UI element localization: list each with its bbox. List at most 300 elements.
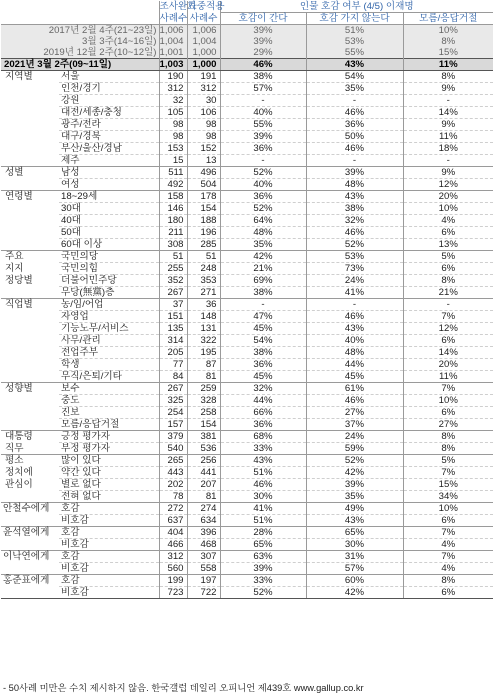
pct-dislike: 41% xyxy=(306,287,403,299)
pct-dislike: 50% xyxy=(306,131,403,143)
subgroup-label: 비호감 xyxy=(59,587,159,599)
weighted-count: 248 xyxy=(187,263,220,275)
group-label: 관심이 xyxy=(5,479,33,490)
history-row xyxy=(1,47,493,59)
weighted-count: 1,000 xyxy=(187,47,220,59)
table-row xyxy=(1,551,493,563)
weighted-count: 106 xyxy=(187,107,220,119)
weighted-count: 1,006 xyxy=(187,25,220,37)
group-label xyxy=(1,311,59,323)
pct-dislike: 46% xyxy=(306,395,403,407)
subgroup-label: 긍정 평가자 xyxy=(59,431,159,443)
weighted-count: 1,004 xyxy=(187,36,220,47)
pct-like: 45% xyxy=(220,371,306,383)
subgroup-label: 진보 xyxy=(59,407,159,419)
pct-dk: 7% xyxy=(403,467,493,479)
col-cases2-header: 사례수 xyxy=(187,13,220,25)
sample-count: 492 xyxy=(159,179,187,191)
weighted-count: 381 xyxy=(187,431,220,443)
sample-count: 153 xyxy=(159,143,187,155)
table-row xyxy=(1,539,493,551)
pct-dk: 7% xyxy=(403,311,493,323)
table-row xyxy=(1,587,493,599)
pct-dislike: 35% xyxy=(306,491,403,503)
pct-like: 41% xyxy=(220,503,306,515)
weighted-count: 353 xyxy=(187,275,220,287)
pct-dislike: 51% xyxy=(306,25,403,37)
sample-count: 723 xyxy=(159,587,187,599)
pct-like: 63% xyxy=(220,551,306,563)
weighted-count: 468 xyxy=(187,539,220,551)
pct-dislike: 24% xyxy=(306,275,403,287)
pct-dislike: 40% xyxy=(306,335,403,347)
pct-like: 38% xyxy=(220,287,306,299)
pct-like: 64% xyxy=(220,215,306,227)
pct-dislike: 32% xyxy=(306,215,403,227)
group-label: 정치에 xyxy=(5,467,33,478)
weighted-count: 148 xyxy=(187,311,220,323)
group-label xyxy=(1,239,59,251)
pct-like: 65% xyxy=(220,539,306,551)
group-label: 성향별 xyxy=(1,383,59,395)
table-row xyxy=(1,527,493,539)
pct-dk: - xyxy=(403,95,493,107)
pct-dislike: 46% xyxy=(306,143,403,155)
opt-dislike-header: 호감 가지 않는다 xyxy=(306,13,403,25)
subgroup-label: 약간 있다 xyxy=(59,467,159,479)
pct-like: 69% xyxy=(220,275,306,287)
group-label xyxy=(1,143,59,155)
group-label xyxy=(1,83,59,95)
pct-like: 39% xyxy=(220,36,306,47)
pct-like: 66% xyxy=(220,407,306,419)
sample-count: 78 xyxy=(159,491,187,503)
pct-dk: 11% xyxy=(403,131,493,143)
sample-count: 1,004 xyxy=(159,36,187,47)
sample-count: 51 xyxy=(159,251,187,263)
sample-count: 157 xyxy=(159,419,187,431)
pct-dk: 6% xyxy=(403,515,493,527)
weighted-count: 207 xyxy=(187,479,220,491)
group-label: 정당별 xyxy=(5,275,33,286)
weighted-count: 154 xyxy=(187,419,220,431)
total-label: 2021년 3월 2주(09~11일) xyxy=(1,59,159,71)
group-label xyxy=(1,131,59,143)
pct-dk: 4% xyxy=(403,563,493,575)
pct-dk: 34% xyxy=(403,491,493,503)
table-row xyxy=(1,239,493,251)
pct-dislike: 37% xyxy=(306,419,403,431)
table-row xyxy=(1,563,493,575)
subgroup-label: 비호감 xyxy=(59,539,159,551)
group-label xyxy=(1,95,59,107)
group-label xyxy=(1,563,59,575)
subgroup-label: 제주 xyxy=(59,155,159,167)
sample-count: 312 xyxy=(159,83,187,95)
pct-dk: 14% xyxy=(403,107,493,119)
weighted-count: 178 xyxy=(187,191,220,203)
pct-dislike: 44% xyxy=(306,359,403,371)
pct-dk: 4% xyxy=(403,539,493,551)
table-row xyxy=(1,263,493,275)
pct-like: 33% xyxy=(220,443,306,455)
table-row xyxy=(1,575,493,587)
group-label xyxy=(1,323,59,335)
table-row xyxy=(1,347,493,359)
group-label: 주요 xyxy=(1,251,59,263)
group-label xyxy=(1,287,59,299)
sample-count: 637 xyxy=(159,515,187,527)
pct-dk: 10% xyxy=(403,503,493,515)
table-row xyxy=(1,383,493,395)
sample-count: 443 xyxy=(159,467,187,479)
weighted-count: 258 xyxy=(187,407,220,419)
sample-count: 540 xyxy=(159,443,187,455)
table-row xyxy=(1,83,493,95)
sample-count: 255 xyxy=(159,263,187,275)
pct-dislike: - xyxy=(306,95,403,107)
history-label: 3월 3주(14~16일) xyxy=(1,36,159,47)
weighted-count: 197 xyxy=(187,575,220,587)
col-weighted-header: 가중적용 xyxy=(187,1,225,13)
table-row xyxy=(1,167,493,179)
sample-count: 1,003 xyxy=(159,59,187,71)
subgroup-label: 농/임/어업 xyxy=(59,299,159,311)
pct-dk: 13% xyxy=(403,239,493,251)
pct-like: 44% xyxy=(220,395,306,407)
subgroup-label: 무직/은퇴/기타 xyxy=(59,371,159,383)
sample-count: 190 xyxy=(159,71,187,83)
pct-like: 52% xyxy=(220,203,306,215)
topic-header: 인물 호감 여부 (4/5) 이재명 xyxy=(220,1,493,13)
pct-dislike: 60% xyxy=(306,575,403,587)
sample-count: 202 xyxy=(159,479,187,491)
subgroup-label: 60대 이상 xyxy=(59,239,159,251)
pct-like: - xyxy=(220,299,306,311)
table-row xyxy=(1,275,493,287)
subgroup-label: 전혀 없다 xyxy=(59,491,159,503)
weighted-count: 51 xyxy=(187,251,220,263)
group-label xyxy=(1,155,59,167)
group-label: 직업별 xyxy=(1,299,59,311)
pct-like: 39% xyxy=(220,563,306,575)
weighted-count: 307 xyxy=(187,551,220,563)
pct-like: 57% xyxy=(220,83,306,95)
pct-dislike: - xyxy=(306,299,403,311)
subgroup-label: 부산/울산/경남 xyxy=(59,143,159,155)
sample-count: 135 xyxy=(159,323,187,335)
sample-count: 84 xyxy=(159,371,187,383)
group-label xyxy=(1,347,59,359)
pct-like: 52% xyxy=(220,587,306,599)
subgroup-label: 강원 xyxy=(59,95,159,107)
subgroup-label: 많이 있다 xyxy=(59,455,159,467)
pct-dk: - xyxy=(403,155,493,167)
weighted-count: 81 xyxy=(187,371,220,383)
sample-count: 267 xyxy=(159,383,187,395)
weighted-count: 271 xyxy=(187,287,220,299)
table-row xyxy=(1,431,493,443)
pct-dk: 7% xyxy=(403,551,493,563)
sample-count: 404 xyxy=(159,527,187,539)
weighted-count: 634 xyxy=(187,515,220,527)
pct-dk: 6% xyxy=(403,407,493,419)
pct-dk: 11% xyxy=(403,371,493,383)
pct-like: 38% xyxy=(220,71,306,83)
table-row xyxy=(1,71,493,83)
sample-count: 325 xyxy=(159,395,187,407)
pct-dislike: 39% xyxy=(306,479,403,491)
table-row xyxy=(1,287,493,299)
table-row xyxy=(1,131,493,143)
pct-dislike: 30% xyxy=(306,539,403,551)
table-row xyxy=(1,95,493,107)
weighted-count: 196 xyxy=(187,227,220,239)
group-label xyxy=(1,515,59,527)
sample-count: 254 xyxy=(159,407,187,419)
table-row xyxy=(1,443,493,455)
table-row xyxy=(1,119,493,131)
pct-dk: 5% xyxy=(403,455,493,467)
pct-dk: - xyxy=(403,299,493,311)
sample-count: 308 xyxy=(159,239,187,251)
subgroup-label: 40대 xyxy=(59,215,159,227)
subgroup-label: 전업주부 xyxy=(59,347,159,359)
weighted-count: 312 xyxy=(187,83,220,95)
subgroup-label: 국민의힘 xyxy=(59,263,159,275)
table-row xyxy=(1,407,493,419)
weighted-count: 558 xyxy=(187,563,220,575)
subgroup-label: 호감 xyxy=(59,551,159,563)
weighted-count: 188 xyxy=(187,215,220,227)
sample-count: 267 xyxy=(159,287,187,299)
group-label xyxy=(1,227,59,239)
pct-like: 42% xyxy=(220,251,306,263)
group-label xyxy=(1,335,59,347)
group-label xyxy=(1,215,59,227)
pct-dislike: 49% xyxy=(306,503,403,515)
table-row xyxy=(1,503,493,515)
sample-count: 180 xyxy=(159,215,187,227)
pct-like: 47% xyxy=(220,311,306,323)
pct-like: 39% xyxy=(220,25,306,37)
group-label: 성별 xyxy=(1,167,59,179)
pct-like: 36% xyxy=(220,191,306,203)
group-label xyxy=(1,587,59,599)
subgroup-label: 18~29세 xyxy=(59,191,159,203)
subgroup-label: 30대 xyxy=(59,203,159,215)
pct-dislike: 45% xyxy=(306,371,403,383)
table-row xyxy=(1,371,493,383)
pct-dk: 6% xyxy=(403,335,493,347)
weighted-count: 191 xyxy=(187,71,220,83)
pct-dk: 10% xyxy=(403,395,493,407)
subgroup-label: 더불어민주당 xyxy=(59,275,159,287)
pct-dislike: 43% xyxy=(306,515,403,527)
subgroup-label: 광주/전라 xyxy=(59,119,159,131)
weighted-count: 256 xyxy=(187,455,220,467)
pct-dk: 12% xyxy=(403,323,493,335)
sample-count: 211 xyxy=(159,227,187,239)
pct-like: 40% xyxy=(220,179,306,191)
table-row xyxy=(1,191,493,203)
pct-dk: 12% xyxy=(403,179,493,191)
table-row xyxy=(1,491,493,503)
pct-dk: 27% xyxy=(403,419,493,431)
pct-dislike: 65% xyxy=(306,527,403,539)
table-row xyxy=(1,299,493,311)
weighted-count: 274 xyxy=(187,503,220,515)
pct-dk: 8% xyxy=(403,431,493,443)
sample-count: 312 xyxy=(159,551,187,563)
table-row xyxy=(1,455,493,467)
table-row xyxy=(1,479,493,491)
table-row xyxy=(1,359,493,371)
history-row xyxy=(1,36,493,47)
pct-dislike: 42% xyxy=(306,587,403,599)
pct-dk: 6% xyxy=(403,227,493,239)
sample-count: 314 xyxy=(159,335,187,347)
sample-count: 199 xyxy=(159,575,187,587)
pct-dk: 10% xyxy=(403,25,493,37)
sample-count: 37 xyxy=(159,299,187,311)
pct-dislike: 52% xyxy=(306,239,403,251)
pct-dk: 15% xyxy=(403,47,493,59)
pct-dislike: 39% xyxy=(306,167,403,179)
pct-dk: 21% xyxy=(403,287,493,299)
pct-like: 52% xyxy=(220,167,306,179)
pct-like: 39% xyxy=(220,131,306,143)
weighted-count: 722 xyxy=(187,587,220,599)
subgroup-label: 무당(無黨)층 xyxy=(59,287,159,299)
group-label xyxy=(1,119,59,131)
pct-dk: 8% xyxy=(403,71,493,83)
pct-like: 54% xyxy=(220,335,306,347)
pct-dk: 8% xyxy=(403,275,493,287)
group-label xyxy=(1,395,59,407)
pct-dislike: 57% xyxy=(306,563,403,575)
group-label: 안철수에게 xyxy=(1,503,59,515)
pct-like: - xyxy=(220,155,306,167)
pct-dk: 4% xyxy=(403,215,493,227)
sample-count: 352 xyxy=(159,275,187,287)
sample-count: 105 xyxy=(159,107,187,119)
header-row-2 xyxy=(1,13,493,25)
weighted-count: 496 xyxy=(187,167,220,179)
pct-dislike: 61% xyxy=(306,383,403,395)
pct-dk: 5% xyxy=(403,251,493,263)
col-survey-header: 조사완료 xyxy=(159,1,197,13)
subgroup-label: 보수 xyxy=(59,383,159,395)
weighted-count: 36 xyxy=(187,299,220,311)
pct-dislike: 55% xyxy=(306,47,403,59)
opt-like-header: 호감이 간다 xyxy=(220,13,306,25)
pct-dk: 8% xyxy=(403,443,493,455)
pct-like: 45% xyxy=(220,323,306,335)
group-label: 대통령 xyxy=(1,431,59,443)
pct-like: 36% xyxy=(220,143,306,155)
subgroup-label: 대전/세종/충청 xyxy=(59,107,159,119)
pct-dk: 8% xyxy=(403,36,493,47)
subgroup-label: 남성 xyxy=(59,167,159,179)
sample-count: 77 xyxy=(159,359,187,371)
group-label xyxy=(1,419,59,431)
pct-dk: 6% xyxy=(403,587,493,599)
table-row xyxy=(1,395,493,407)
pct-like: 40% xyxy=(220,107,306,119)
pct-dislike: 46% xyxy=(306,311,403,323)
weighted-count: 152 xyxy=(187,143,220,155)
group-label xyxy=(1,203,59,215)
pct-like: 21% xyxy=(220,263,306,275)
weighted-count: 98 xyxy=(187,119,220,131)
pct-like: 33% xyxy=(220,575,306,587)
pct-like: 46% xyxy=(220,59,306,71)
weighted-count: 30 xyxy=(187,95,220,107)
weighted-count: 1,000 xyxy=(187,59,220,71)
sample-count: 1,006 xyxy=(159,25,187,37)
table-row xyxy=(1,227,493,239)
pct-dislike: 73% xyxy=(306,263,403,275)
table-row xyxy=(1,467,493,479)
subgroup-label: 부정 평가자 xyxy=(59,443,159,455)
group-label xyxy=(1,107,59,119)
pct-dislike: 43% xyxy=(306,191,403,203)
subgroup-label: 대구/경북 xyxy=(59,131,159,143)
pct-dislike: 27% xyxy=(306,407,403,419)
sample-count: 379 xyxy=(159,431,187,443)
weighted-count: 259 xyxy=(187,383,220,395)
weighted-count: 195 xyxy=(187,347,220,359)
header-row-1 xyxy=(1,1,493,13)
weighted-count: 441 xyxy=(187,467,220,479)
pct-dislike: 24% xyxy=(306,431,403,443)
group-label xyxy=(1,371,59,383)
subgroup-label: 호감 xyxy=(59,503,159,515)
sample-count: 151 xyxy=(159,311,187,323)
pct-like: - xyxy=(220,95,306,107)
crosstab-table xyxy=(1,1,493,599)
pct-like: 43% xyxy=(220,455,306,467)
subgroup-label: 비호감 xyxy=(59,515,159,527)
pct-like: 29% xyxy=(220,47,306,59)
pct-dislike: 54% xyxy=(306,71,403,83)
subgroup-label: 별로 없다 xyxy=(59,479,159,491)
sample-count: 146 xyxy=(159,203,187,215)
weighted-count: 536 xyxy=(187,443,220,455)
pct-dk: 18% xyxy=(403,143,493,155)
sample-count: 560 xyxy=(159,563,187,575)
pct-dislike: 48% xyxy=(306,347,403,359)
table-row xyxy=(1,155,493,167)
weighted-count: 328 xyxy=(187,395,220,407)
pct-dislike: 38% xyxy=(306,203,403,215)
group-label xyxy=(1,539,59,551)
pct-like: 36% xyxy=(220,359,306,371)
subgroup-label: 중도 xyxy=(59,395,159,407)
table-row xyxy=(1,311,493,323)
table-row xyxy=(1,419,493,431)
pct-like: 68% xyxy=(220,431,306,443)
opt-dk-header: 모름/응답거절 xyxy=(403,13,493,25)
pct-like: 36% xyxy=(220,419,306,431)
weighted-count: 396 xyxy=(187,527,220,539)
pct-like: 55% xyxy=(220,119,306,131)
pct-like: 51% xyxy=(220,515,306,527)
history-label: 2019년 12월 2주(10~12일) xyxy=(1,47,159,59)
subgroup-label: 사무/관리 xyxy=(59,335,159,347)
subgroup-label: 인천/경기 xyxy=(59,83,159,95)
